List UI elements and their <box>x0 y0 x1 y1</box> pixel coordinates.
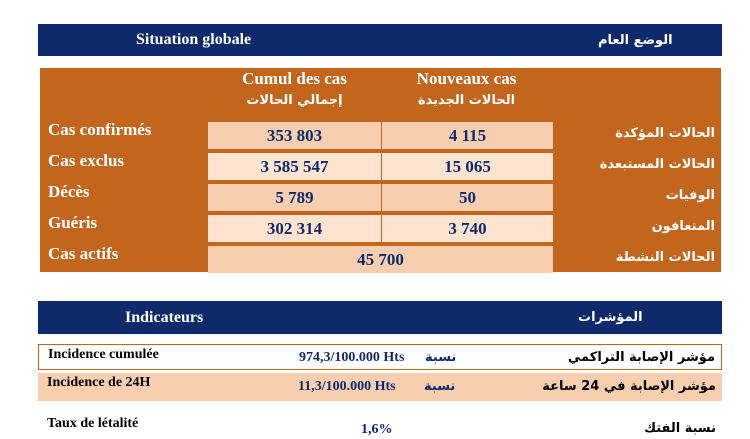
indicator-label-fr: Incidence cumulée <box>48 347 159 362</box>
row-label-confirmed-ar: الحالات المؤكدة <box>615 126 715 141</box>
indicator-label-ar: نسبة الفتك <box>644 421 716 436</box>
indicator-value: 974,3/100.000 Hts <box>299 350 405 365</box>
indicators-title-ar: المؤشرات <box>578 310 643 325</box>
row-label-active: Cas actifs <box>48 244 119 263</box>
situation-title-fr: Situation globale <box>136 31 252 48</box>
indicator-row <box>38 344 722 370</box>
cell-excluded-new: 15 065 <box>382 153 553 180</box>
column-new-ar: الحالات الجديدة <box>417 93 516 108</box>
column-header-new <box>383 68 550 120</box>
cell-active-combined: 45 700 <box>208 246 553 273</box>
row-label-excluded: Cas exclus <box>48 151 125 170</box>
indicator-value-prefix-ar: نسبة <box>425 350 457 365</box>
situation-table <box>40 68 721 272</box>
row-label-recovered-ar: المتعافون <box>651 219 715 234</box>
column-new-fr: Nouveaux cas <box>416 69 517 88</box>
cell-confirmed-cumul: 353 803 <box>208 122 381 149</box>
row-label-active-ar: الحالات النشطة <box>615 250 715 265</box>
cell-recovered-cumul: 302 314 <box>208 215 381 242</box>
indicators-title-fr: Indicateurs <box>125 308 204 326</box>
row-label-deaths-ar: الوفيات <box>665 188 715 203</box>
row-label-deaths: Décès <box>48 182 90 201</box>
column-header-cumul <box>212 68 377 120</box>
indicator-value: 11,3/100.000 Hts <box>298 379 396 394</box>
indicator-row <box>38 409 722 439</box>
indicator-value: 1,6% <box>361 422 393 437</box>
indicator-label-fr: Taux de létalité <box>47 416 139 431</box>
indicator-row <box>38 373 722 401</box>
indicator-value-prefix-ar: نسبة <box>424 379 456 394</box>
indicators-header <box>38 301 722 334</box>
cell-deaths-cumul: 5 789 <box>208 184 381 211</box>
indicator-label-ar: مؤشر الإصابة التراكمي <box>567 350 715 365</box>
row-label-excluded-ar: الحالات المستبعدة <box>599 157 715 172</box>
row-label-confirmed: Cas confirmés <box>48 120 152 139</box>
situation-header <box>38 24 722 56</box>
column-cumul-fr: Cumul des cas <box>242 69 347 88</box>
situation-title-ar: الوضع العام <box>598 32 673 48</box>
indicator-label-ar: مؤشر الإصابة في 24 ساعة <box>542 379 716 394</box>
cell-recovered-new: 3 740 <box>382 215 553 242</box>
cell-deaths-new: 50 <box>382 184 553 211</box>
indicator-label-fr: Incidence de 24H <box>47 375 151 390</box>
cell-confirmed-new: 4 115 <box>382 122 553 149</box>
cell-excluded-cumul: 3 585 547 <box>208 153 381 180</box>
column-cumul-ar: إجمالي الحالات <box>246 93 343 108</box>
row-label-recovered: Guéris <box>48 213 98 232</box>
